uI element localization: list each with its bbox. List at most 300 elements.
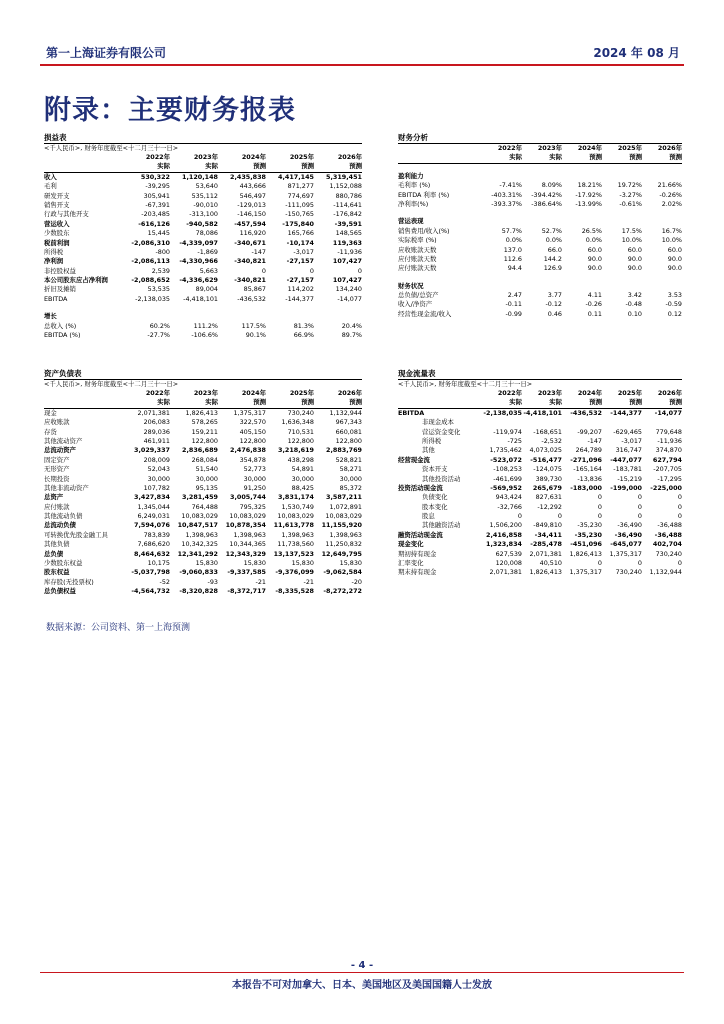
- type-header-row: [398, 398, 682, 408]
- cell-value: -629,465: [613, 427, 642, 436]
- income-statement-table: [44, 133, 362, 340]
- cell-value: -27,157: [286, 276, 314, 285]
- cell-value: 0.0%: [585, 236, 602, 245]
- cell-value: -0.11: [505, 300, 522, 309]
- cell-value: 6,249,031: [137, 512, 170, 521]
- cell-value: 10,847,517: [177, 521, 218, 530]
- type-header: 预测: [253, 398, 266, 407]
- cell-value: -2,138,035: [483, 408, 522, 417]
- cell-value: -90,010: [193, 200, 218, 209]
- cell-value: 827,631: [535, 493, 562, 502]
- cell-value: -386.64%: [531, 199, 562, 208]
- growth-row: [44, 331, 362, 340]
- cell-value: -203,485: [141, 210, 170, 219]
- cell-value: 730,240: [655, 549, 682, 558]
- spacer: [44, 304, 362, 312]
- row-label: 其他融资活动: [422, 521, 461, 530]
- cell-value: 8,464,632: [134, 549, 170, 558]
- cell-value: -27,157: [286, 257, 314, 266]
- balance-row: [44, 484, 362, 493]
- cell-value: -451,096: [570, 540, 602, 549]
- cell-value: 126.9: [543, 264, 562, 273]
- cell-value: 122,800: [239, 436, 266, 445]
- cell-value: 730,240: [615, 568, 642, 577]
- cell-value: 53,535: [147, 285, 170, 294]
- row-label: 其他负债: [44, 540, 70, 549]
- row-label: 可转换优先股金融工具: [44, 530, 108, 539]
- row-label: 融资活动现金流: [398, 530, 443, 539]
- cell-value: 2,435,838: [230, 172, 266, 181]
- cell-value: -0.26%: [659, 190, 682, 199]
- cell-value: -313,100: [189, 210, 218, 219]
- cell-value: -2,088,652: [131, 276, 170, 285]
- cell-value: -150,765: [285, 210, 314, 219]
- cell-value: 11,738,560: [277, 540, 314, 549]
- row-label: 经营性现金流/收入: [398, 309, 452, 318]
- cell-value: 374,870: [655, 446, 682, 455]
- section-heading: 营运表现: [398, 217, 424, 226]
- cell-value: 15,830: [195, 559, 218, 568]
- cell-value: 90.0: [587, 264, 602, 273]
- cell-value: 880,786: [335, 191, 362, 200]
- cell-value: 0: [637, 512, 642, 521]
- cell-value: 10,175: [147, 559, 170, 568]
- row-label: 本公司股东应占净利润: [44, 276, 108, 285]
- cell-value: 90.0: [627, 254, 642, 263]
- cell-value: 0: [309, 266, 314, 275]
- cell-value: 2.02%: [661, 199, 682, 208]
- row-label: EBITDA (%): [44, 331, 81, 340]
- cell-value: -447,077: [610, 455, 642, 464]
- cell-value: 438,298: [287, 455, 314, 464]
- row-label: 应收账款天数: [398, 245, 437, 254]
- balance-sheet-table: [44, 369, 362, 597]
- cell-value: 10,878,354: [225, 521, 266, 530]
- cell-value: -9,060,833: [179, 568, 218, 577]
- type-header-row: [44, 162, 362, 172]
- ratio-row: [398, 300, 682, 309]
- cell-value: 58,271: [339, 465, 362, 474]
- type-header: 预测: [301, 398, 314, 407]
- cell-value: 122,800: [191, 436, 218, 445]
- cell-value: -52: [159, 577, 170, 586]
- row-label: 总收入 (%): [44, 321, 77, 330]
- cell-value: 11,613,778: [273, 521, 314, 530]
- type-header: 预测: [253, 162, 266, 171]
- row-label: 总流动负债: [44, 521, 76, 530]
- balance-row: [44, 559, 362, 568]
- row-label: 收入/净资产: [398, 300, 433, 309]
- cell-value: 0.0%: [505, 236, 522, 245]
- financial-analysis-table: [398, 133, 682, 319]
- ratio-row: [398, 255, 682, 264]
- row-label: 净利润: [44, 257, 64, 266]
- cell-value: 10.0%: [661, 236, 682, 245]
- cell-value: -21: [303, 577, 314, 586]
- cashflow-row: [398, 465, 682, 474]
- cell-value: 10,342,325: [181, 540, 218, 549]
- balance-row: [44, 531, 362, 540]
- row-label: 研发开支: [44, 191, 70, 200]
- cell-value: 30,000: [291, 474, 314, 483]
- cell-value: 1,375,317: [609, 549, 642, 558]
- cell-value: 3,218,619: [278, 446, 314, 455]
- cell-value: -124,075: [533, 465, 562, 474]
- type-header: 预测: [669, 398, 682, 407]
- cell-value: 2,071,381: [489, 568, 522, 577]
- cashflow-row: [398, 521, 682, 530]
- cell-value: -0.48: [625, 300, 642, 309]
- cell-value: 12,341,292: [177, 549, 218, 558]
- cell-value: -27.7%: [147, 331, 170, 340]
- cell-value: -67,391: [145, 200, 170, 209]
- cell-value: -569,952: [490, 483, 522, 492]
- cell-value: -36,488: [654, 530, 682, 539]
- cell-value: 1,072,891: [329, 502, 362, 511]
- cell-value: 289,036: [143, 427, 170, 436]
- cell-value: 95,135: [195, 483, 218, 492]
- cell-value: 1,636,348: [281, 418, 314, 427]
- cell-value: 57.7%: [501, 226, 522, 235]
- cell-value: -2,532: [541, 436, 562, 445]
- year-header: 2024年: [241, 389, 266, 397]
- cell-value: -165,164: [573, 465, 602, 474]
- cell-value: 764,488: [191, 502, 218, 511]
- cell-value: -144,377: [610, 408, 642, 417]
- cell-value: -129,013: [237, 200, 266, 209]
- cell-value: 530,322: [140, 172, 170, 181]
- type-header-row: [44, 398, 362, 408]
- type-header: 实际: [549, 398, 562, 407]
- cell-value: -111,095: [285, 200, 314, 209]
- table-title: 损益表: [44, 133, 362, 144]
- balance-row: [44, 456, 362, 465]
- cell-value: 774,697: [287, 191, 314, 200]
- cell-value: 90.0: [667, 264, 682, 273]
- row-label: 其他流动资产: [44, 436, 83, 445]
- cell-value: 85,867: [243, 285, 266, 294]
- cell-value: -39,295: [145, 182, 170, 191]
- cell-value: 10,344,365: [229, 540, 266, 549]
- header-spacer: [398, 389, 482, 398]
- cashflow-row: [398, 446, 682, 455]
- header-spacer: [398, 153, 482, 162]
- balance-row: [44, 503, 362, 512]
- cell-value: -147: [587, 436, 602, 445]
- row-label: 总负债/总资产: [398, 291, 439, 300]
- cell-value: -3,017: [293, 247, 314, 256]
- spacer: [398, 274, 682, 282]
- cell-value: 85,372: [339, 483, 362, 492]
- cell-value: 535,112: [191, 191, 218, 200]
- cell-value: 66.0: [547, 245, 562, 254]
- cell-value: -114,641: [333, 200, 362, 209]
- row-label: 应付账款天数: [398, 254, 437, 263]
- row-label: 总负债: [44, 549, 64, 558]
- cell-value: 264,789: [575, 446, 602, 455]
- cell-value: -99,207: [577, 427, 602, 436]
- cell-value: 116,920: [239, 229, 266, 238]
- cell-value: 144.2: [543, 254, 562, 263]
- cell-value: 627,539: [495, 549, 522, 558]
- cell-value: 1,152,088: [329, 182, 362, 191]
- cell-value: 137.0: [503, 245, 522, 254]
- cell-value: 0: [597, 512, 602, 521]
- row-label: 总流动资产: [44, 446, 76, 455]
- cell-value: 3,831,174: [278, 493, 314, 502]
- balance-row: [44, 550, 362, 559]
- row-label: 现金变化: [398, 540, 424, 549]
- type-header: 预测: [669, 153, 682, 162]
- cell-value: 134,240: [335, 285, 362, 294]
- cashflow-row: [398, 503, 682, 512]
- page-number: - 4 -: [350, 960, 374, 971]
- row-label: 股本变化: [422, 502, 448, 511]
- cell-value: -168,651: [533, 427, 562, 436]
- cell-value: -17.92%: [575, 190, 602, 199]
- cell-value: 165,766: [287, 229, 314, 238]
- cell-value: 18.21%: [577, 181, 602, 190]
- cell-value: 10,083,029: [181, 512, 218, 521]
- cell-value: -340,671: [234, 238, 266, 247]
- type-header-row: [398, 153, 682, 163]
- income-row: [44, 201, 362, 210]
- cell-value: 0: [597, 493, 602, 502]
- cell-value: 4.11: [587, 291, 602, 300]
- cell-value: -9,376,099: [275, 568, 314, 577]
- cashflow-row: [398, 409, 682, 418]
- year-header: 2026年: [337, 389, 362, 397]
- cell-value: 90.0: [627, 264, 642, 273]
- row-label: 其他流动负债: [44, 512, 83, 521]
- cell-value: -36,488: [657, 521, 682, 530]
- cell-value: -11,936: [337, 247, 362, 256]
- cell-value: 2,883,769: [326, 446, 362, 455]
- spacer: [398, 164, 682, 172]
- year-header-row: [398, 389, 682, 398]
- cell-value: 1,398,963: [329, 530, 362, 539]
- row-label: 其他投资活动: [422, 474, 461, 483]
- cell-value: 7,594,076: [134, 521, 170, 530]
- cell-value: 3.77: [547, 291, 562, 300]
- cell-value: -461,699: [493, 474, 522, 483]
- cell-value: -146,150: [237, 210, 266, 219]
- cell-value: -0.59: [665, 300, 682, 309]
- income-row: [44, 295, 362, 304]
- cell-value: 117.5%: [241, 321, 266, 330]
- cell-value: 1,735,462: [489, 446, 522, 455]
- balance-row: [44, 568, 362, 577]
- row-label: 股东权益: [44, 568, 70, 577]
- ratio-row: [398, 310, 682, 319]
- cell-value: -9,062,584: [323, 568, 362, 577]
- cell-value: 3.53: [667, 291, 682, 300]
- cell-value: -7.41%: [499, 181, 522, 190]
- row-label: 投资活动现金流: [398, 483, 443, 492]
- row-label: 少数股东: [44, 229, 70, 238]
- cell-value: -9,337,585: [227, 568, 266, 577]
- year-header-row: [398, 144, 682, 153]
- cell-value: -36,490: [614, 530, 642, 539]
- cell-value: 60.2%: [149, 321, 170, 330]
- cell-value: 94.4: [507, 264, 522, 273]
- type-header: 实际: [157, 162, 170, 171]
- cell-value: 316,747: [615, 446, 642, 455]
- row-label: EBITDA 利率 (%): [398, 190, 450, 199]
- year-header: 2026年: [657, 144, 682, 152]
- cell-value: -4,564,732: [131, 587, 170, 596]
- cell-value: 0.0%: [545, 236, 562, 245]
- cell-value: 660,081: [335, 427, 362, 436]
- cell-value: 1,530,749: [281, 502, 314, 511]
- cell-value: 159,211: [191, 427, 218, 436]
- row-label: 总资产: [44, 493, 64, 502]
- cell-value: -20: [351, 577, 362, 586]
- cell-value: 2,476,838: [230, 446, 266, 455]
- cell-value: 0.46: [547, 309, 562, 318]
- cell-value: 3,005,744: [230, 493, 266, 502]
- cell-value: 54,891: [291, 465, 314, 474]
- cell-value: -36,490: [617, 521, 642, 530]
- section-heading: 财务状况: [398, 281, 424, 290]
- row-label: 长期投资: [44, 474, 70, 483]
- cell-value: [482, 418, 522, 427]
- income-row: [44, 285, 362, 294]
- cell-value: 354,878: [239, 455, 266, 464]
- year-header: 2023年: [537, 389, 562, 397]
- row-label: 应收账款: [44, 418, 70, 427]
- cell-value: 15,830: [339, 559, 362, 568]
- row-label: 负债变化: [422, 493, 448, 502]
- type-header: 实际: [509, 398, 522, 407]
- header-company: 第一上海证券有限公司: [46, 46, 167, 60]
- spacer: [398, 209, 682, 217]
- cell-value: 111.2%: [193, 321, 218, 330]
- cell-value: -940,582: [186, 219, 218, 228]
- cell-value: 0: [677, 559, 682, 568]
- cell-value: -15,219: [617, 474, 642, 483]
- cell-value: 461,911: [143, 436, 170, 445]
- cell-value: 1,398,963: [233, 530, 266, 539]
- cell-value: -144,377: [285, 294, 314, 303]
- cashflow-row: [398, 540, 682, 549]
- cell-value: 0.11: [587, 309, 602, 318]
- row-label: 其他非流动资产: [44, 483, 89, 492]
- header-divider: [40, 64, 684, 66]
- cell-value: 10,083,029: [229, 512, 266, 521]
- cell-value: 2.47: [507, 291, 522, 300]
- cell-value: 30,000: [147, 474, 170, 483]
- cell-value: -3.27%: [619, 190, 642, 199]
- row-label: 期末持有现金: [398, 568, 437, 577]
- cell-value: 1,120,148: [182, 172, 218, 181]
- income-row: [44, 257, 362, 266]
- year-header: 2022年: [145, 153, 170, 161]
- cell-value: 119,363: [332, 238, 362, 247]
- cell-value: -0.12: [545, 300, 562, 309]
- cell-value: 0: [557, 512, 562, 521]
- row-label: 营运收入: [44, 219, 70, 228]
- cashflow-row: [398, 475, 682, 484]
- balance-row: [44, 428, 362, 437]
- cashflow-row: [398, 484, 682, 493]
- balance-row: [44, 465, 362, 474]
- balance-row: [44, 587, 362, 596]
- cell-value: [562, 418, 602, 427]
- cell-value: 528,821: [335, 455, 362, 464]
- cell-value: 1,398,963: [281, 530, 314, 539]
- cell-value: -1,869: [197, 247, 218, 256]
- cell-value: -108,253: [493, 465, 522, 474]
- income-row: [44, 248, 362, 257]
- year-header: 2025年: [289, 389, 314, 397]
- cell-value: 3,587,211: [326, 493, 362, 502]
- cell-value: -8,372,717: [227, 587, 266, 596]
- type-header: 实际: [205, 162, 218, 171]
- cell-value: -0.26: [585, 300, 602, 309]
- cell-value: -175,840: [282, 219, 314, 228]
- cell-value: -8,335,528: [275, 587, 314, 596]
- ratio-row: [398, 236, 682, 245]
- year-header: 2026年: [657, 389, 682, 397]
- cell-value: -5,037,798: [131, 568, 170, 577]
- cell-value: 405,150: [239, 427, 266, 436]
- year-header: 2022年: [497, 144, 522, 152]
- cell-value: -35,230: [577, 521, 602, 530]
- cell-value: -271,096: [570, 455, 602, 464]
- cell-value: -183,000: [570, 483, 602, 492]
- cell-value: 51,540: [195, 465, 218, 474]
- cell-value: 3,029,337: [134, 446, 170, 455]
- cashflow-row: [398, 550, 682, 559]
- cell-value: -34,411: [534, 530, 562, 539]
- cashflow-row: [398, 531, 682, 540]
- cell-value: 122,800: [287, 436, 314, 445]
- cell-value: 943,424: [495, 493, 522, 502]
- row-label: 库存股(无投票权): [44, 577, 94, 586]
- cell-value: 52.7%: [541, 226, 562, 235]
- row-label: 应付账款天数: [398, 264, 437, 273]
- ratio-row: [398, 200, 682, 209]
- income-row: [44, 229, 362, 238]
- cashflow-row: [398, 512, 682, 521]
- cashflow-row: [398, 428, 682, 437]
- cell-value: 30,000: [243, 474, 266, 483]
- cash-flow-table: [398, 369, 682, 578]
- cell-value: -0.99: [505, 309, 522, 318]
- cell-value: -39,591: [334, 219, 362, 228]
- cell-value: 1,826,413: [569, 549, 602, 558]
- cell-value: 1,323,834: [486, 540, 522, 549]
- cell-value: 107,427: [332, 257, 362, 266]
- row-label: 折旧及摊销: [44, 285, 76, 294]
- cell-value: 122,800: [335, 436, 362, 445]
- cell-value: -176,842: [333, 210, 362, 219]
- cell-value: 2,836,689: [182, 446, 218, 455]
- cashflow-row: [398, 493, 682, 502]
- cell-value: -12,292: [537, 502, 562, 511]
- cell-value: 89,004: [195, 285, 218, 294]
- cell-value: -93: [207, 577, 218, 586]
- cell-value: 0: [597, 559, 602, 568]
- cell-value: 0: [637, 493, 642, 502]
- income-row: [44, 267, 362, 276]
- cell-value: 26.5%: [581, 226, 602, 235]
- cell-value: 206,083: [143, 418, 170, 427]
- page-title: 附录：主要财务报表: [44, 95, 296, 126]
- cell-value: 0: [517, 512, 522, 521]
- row-label: 营运资金变化: [422, 427, 461, 436]
